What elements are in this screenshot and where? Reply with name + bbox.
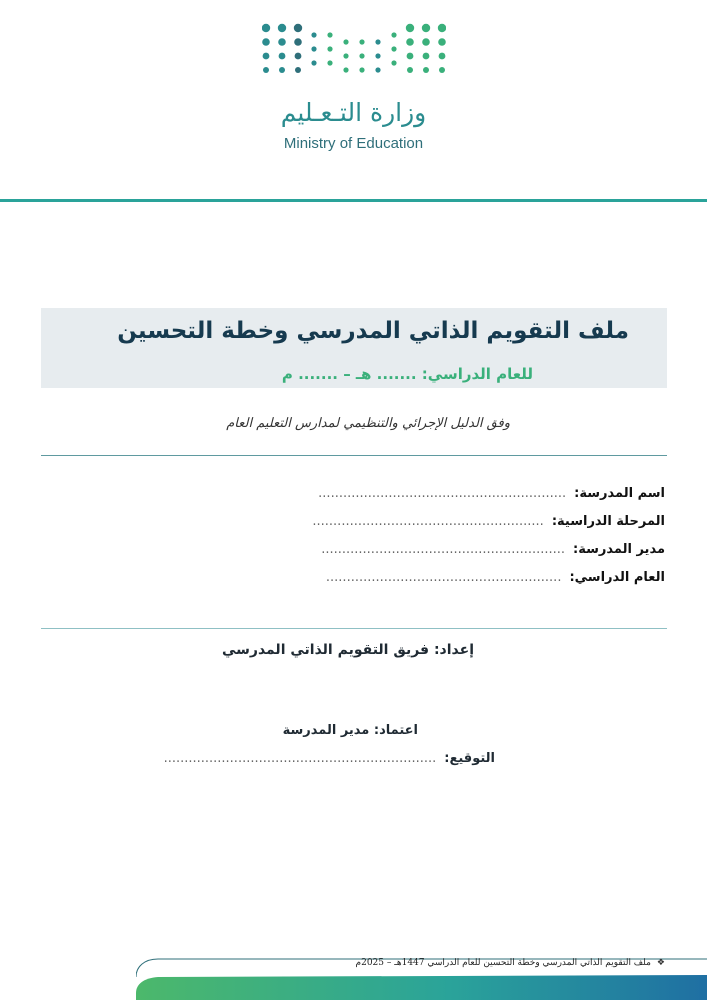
page-subtitle: وفق الدليل الإجرائي والتنظيمي لمدارس التعليم العام	[226, 416, 510, 431]
logo-dot	[295, 67, 301, 73]
footer-note	[356, 958, 665, 968]
logo-english-name: Ministry of Education	[283, 135, 424, 152]
logo-dot	[438, 24, 446, 32]
prepared-by: إعداد: فريق التقويم الذاتي المدرسي	[221, 642, 474, 658]
logo-dot	[359, 39, 364, 44]
logo-dot	[391, 60, 396, 65]
logo-dot	[343, 53, 348, 58]
logo-dot	[375, 53, 380, 58]
logo-dot	[343, 39, 348, 44]
logo-dot	[279, 53, 286, 60]
field-label: اسم المدرسة:	[574, 486, 665, 501]
logo-dot	[375, 67, 380, 72]
logo-arabic-name: وزارة التـعـليم	[280, 98, 427, 127]
page-title: ملف التقويم الذاتي المدرسي وخطة التحسين	[117, 318, 629, 344]
logo-dot	[359, 53, 364, 58]
logo-dot	[439, 53, 446, 60]
logo-dot	[438, 38, 446, 46]
logo-dot	[278, 38, 286, 46]
logo-dot	[439, 67, 445, 73]
field-placeholder-dots: ...........................................................	[321, 542, 566, 557]
logo-dot	[327, 60, 332, 65]
logo-dot	[263, 53, 270, 60]
logo-dot	[294, 24, 302, 32]
logo-dot	[327, 46, 332, 51]
signature-dots: ..................................................................	[163, 751, 437, 766]
logo-dot	[422, 38, 430, 46]
logo-dot	[327, 32, 332, 37]
field-placeholder-dots: .........................................................	[325, 570, 562, 585]
field-label: المرحلة الدراسية:	[551, 514, 665, 529]
logo-dot	[423, 53, 430, 60]
logo-dot	[422, 24, 430, 32]
logo-dot	[279, 67, 285, 73]
signature-line	[164, 751, 495, 766]
logo-dot	[311, 32, 316, 37]
logo-dot	[311, 46, 316, 51]
field-label: مدير المدرسة:	[573, 542, 665, 557]
logo-dot	[262, 24, 270, 32]
footer-text: ملف التقويم الذاتي المدرسي وخطة التحسين للعام الدراسي 1447هـ – 2025م	[355, 958, 651, 968]
section-divider	[41, 628, 667, 629]
principal-field	[321, 542, 665, 557]
school-name-field	[318, 486, 665, 501]
logo-dot	[391, 32, 396, 37]
logo-dot	[406, 38, 414, 46]
academic-year-line: للعام الدراسي: ....... هـ – ....... م	[281, 365, 533, 383]
logo-dot	[375, 39, 380, 44]
field-label: العام الدراسي:	[569, 570, 665, 585]
logo-dot	[391, 46, 396, 51]
stage-field	[312, 514, 665, 529]
section-divider	[41, 455, 667, 456]
ministry-logo-icon	[262, 20, 446, 84]
approval-line: اعتماد: مدير المدرسة	[282, 723, 418, 738]
field-placeholder-dots: ........................................................	[312, 514, 544, 529]
logo-dot	[262, 38, 270, 46]
academic-year-field	[326, 570, 665, 585]
logo-dot	[407, 53, 414, 60]
logo-dot	[278, 24, 286, 32]
logo-dot	[407, 67, 413, 73]
header-divider	[0, 199, 707, 202]
logo-dot	[263, 67, 269, 73]
bullet-icon: ❖	[656, 958, 665, 968]
logo-dot	[343, 67, 348, 72]
logo-dot	[359, 67, 364, 72]
logo-dot	[295, 53, 302, 60]
logo-dot	[423, 67, 429, 73]
logo-dot	[311, 60, 316, 65]
logo-dot	[294, 38, 302, 46]
signature-label: التوقيع:	[444, 751, 495, 766]
logo-dot	[406, 24, 414, 32]
field-placeholder-dots: ............................................................	[318, 486, 567, 501]
